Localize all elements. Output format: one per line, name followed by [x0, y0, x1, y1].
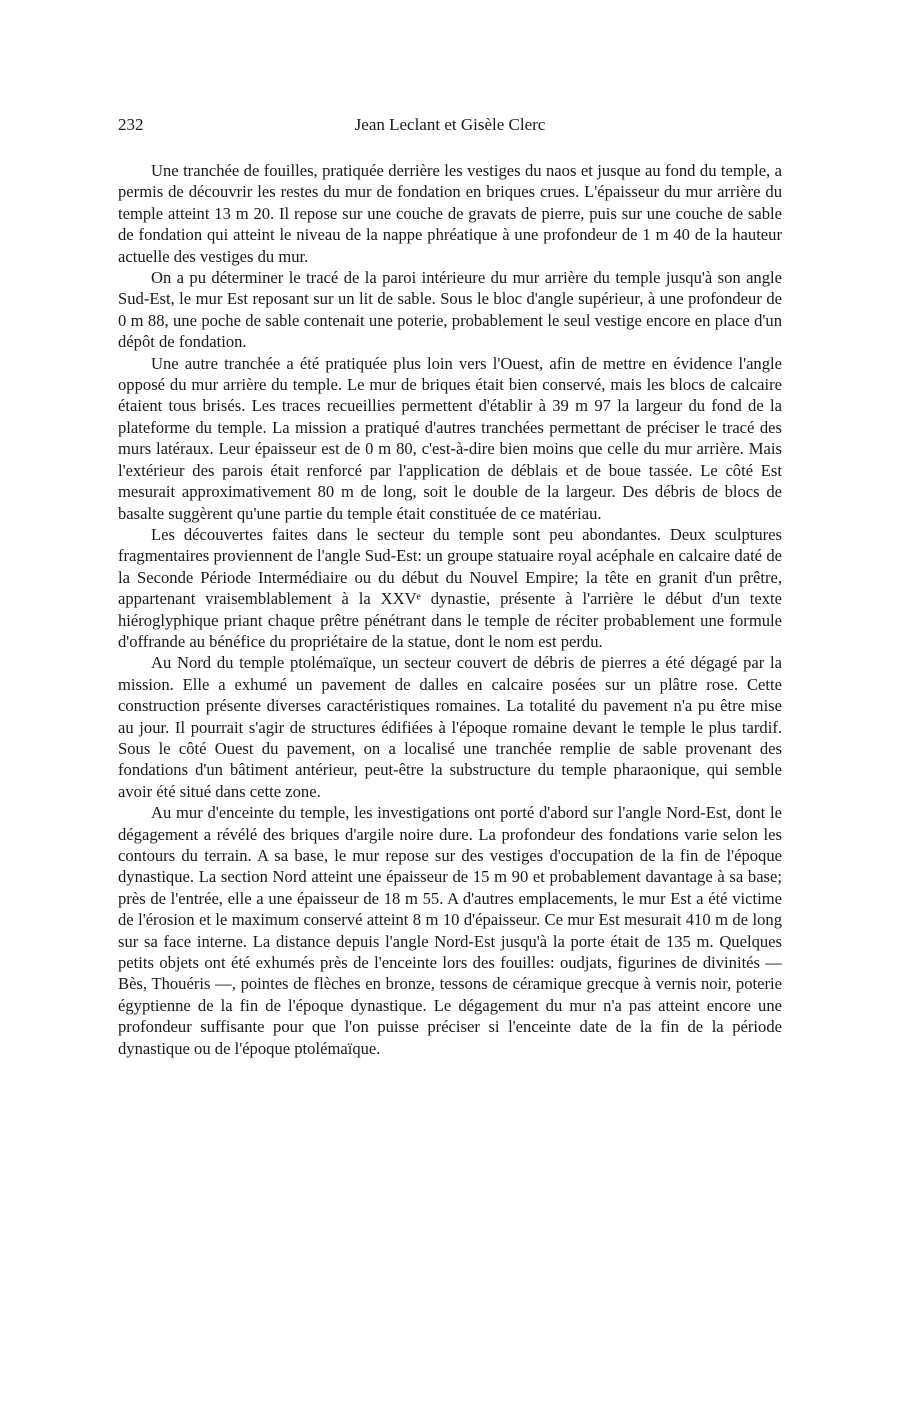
- paragraph-4: Les découvertes faites dans le secteur du temple sont peu abondantes. Deux sculptures fragmentaires proviennent de l'angle Sud-Est: un groupe statuaire royal acéphale en calcaire daté de la Seconde Période Intermédiaire ou du début du Nouvel Empire; la tête en granit d'un prêtre, appartenant vraisemblablement à la XXVᵉ dynastie, présente à l'arrière le début d'un texte hiéroglyphique priant chaque prêtre pénétrant dans le temple de réciter probablement une formule d'offrande au bénéfice du propriétaire de la statue, dont le nom est perdu.: [118, 524, 782, 651]
- paragraph-5: Au Nord du temple ptolémaïque, un secteur couvert de débris de pierres a été dégagé par la mission. Elle a exhumé un pavement de dalles en calcaire posées sur un plâtre rose. Cette construction présente diverses caractéristiques romaines. La totalité du pavement n'a pu être mise au jour. Il pourrait s'agir de structures édifiées à l'époque romaine devant le temple le plus tardif. Sous le côté Ouest du pavement, on a localisé une tranchée remplie de sable provenant des fondations d'un bâtiment antérieur, peut-être la substructure du temple pharaonique, qui semble avoir été situé dans cette zone.: [118, 653, 782, 801]
- document-page: [118, 112, 782, 1059]
- text-body: [118, 160, 782, 1059]
- paragraph-6: Au mur d'enceinte du temple, les investigations ont porté d'abord sur l'angle Nord-Est, dont le dégagement a révélé des briques d'argile noire dure. La profondeur des fondations varie selon les contours du terrain. A sa base, le mur repose sur des vestiges d'occupation de la fin de l'époque dynastique. La section Nord atteint une épaisseur de 15 m 90 et probablement davantage à sa base; près de l'entrée, elle a une épaisseur de 18 m 55. A d'autres emplacements, le mur Est a été victime de l'érosion et le maximum conservé atteint 8 m 10 d'épaisseur. Ce mur Est mesurait 410 m de long sur sa face interne. La distance depuis l'angle Nord-Est jusqu'à la porte était de 135 m. Quelques petits objets ont été exhumés près de l'enceinte lors des fouilles: oudjats, figurines de divinités — Bès, Thouéris —, pointes de flèches en bronze, tessons de céramique grecque à vernis noir, poterie égyptienne de la fin de l'époque dynastique. Le dégagement du mur n'a pas atteint encore une profondeur suffisante pour que l'on puisse préciser si l'enceinte date de la fin de la période dynastique ou de l'époque ptolémaïque.: [118, 803, 782, 1058]
- paragraph-1: Une tranchée de fouilles, pratiquée derrière les vestiges du naos et jusque au fond du temple, a permis de découvrir les restes du mur de fondation en briques crues. L'épaisseur du mur arrière du temple atteint 13 m 20. Il repose sur une couche de gravats de pierre, puis sur une couche de sable de fondation qui atteint le niveau de la nappe phréatique à une profondeur de 1 m 40 de la hauteur actuelle des vestiges du mur.: [118, 161, 782, 266]
- running-head: [118, 112, 782, 138]
- paragraph-2: On a pu déterminer le tracé de la paroi intérieure du mur arrière du temple jusqu'à son angle Sud-Est, le mur Est reposant sur un lit de sable. Sous le bloc d'angle supérieur, à une profondeur de 0 m 88, une poche de sable contenait une poterie, probablement le seul vestige encore en place d'un dépôt de fondation.: [118, 268, 782, 352]
- paragraph-3: Une autre tranchée a été pratiquée plus loin vers l'Ouest, afin de mettre en évidence l'angle opposé du mur arrière du temple. Le mur de briques était bien conservé, mais les blocs de calcaire étaient tous brisés. Les traces recueillies permettent d'établir à 39 m 97 la largeur du fond de la plateforme du temple. La mission a pratiqué d'autres tranchées permettant de préciser le tracé des murs latéraux. Leur épaisseur est de 0 m 80, c'est-à-dire bien moins que celle du mur arrière. Mais l'extérieur des parois était renforcé par l'application de déblais et de boue tassée. Le côté Est mesurait approximativement 80 m de long, soit le double de la largeur. Des débris de blocs de basalte suggèrent qu'une partie du temple était constituée de ce matériau.: [118, 353, 782, 523]
- page-number: 232: [118, 115, 144, 134]
- running-title: Jean Leclant et Gisèle Clerc: [354, 115, 546, 134]
